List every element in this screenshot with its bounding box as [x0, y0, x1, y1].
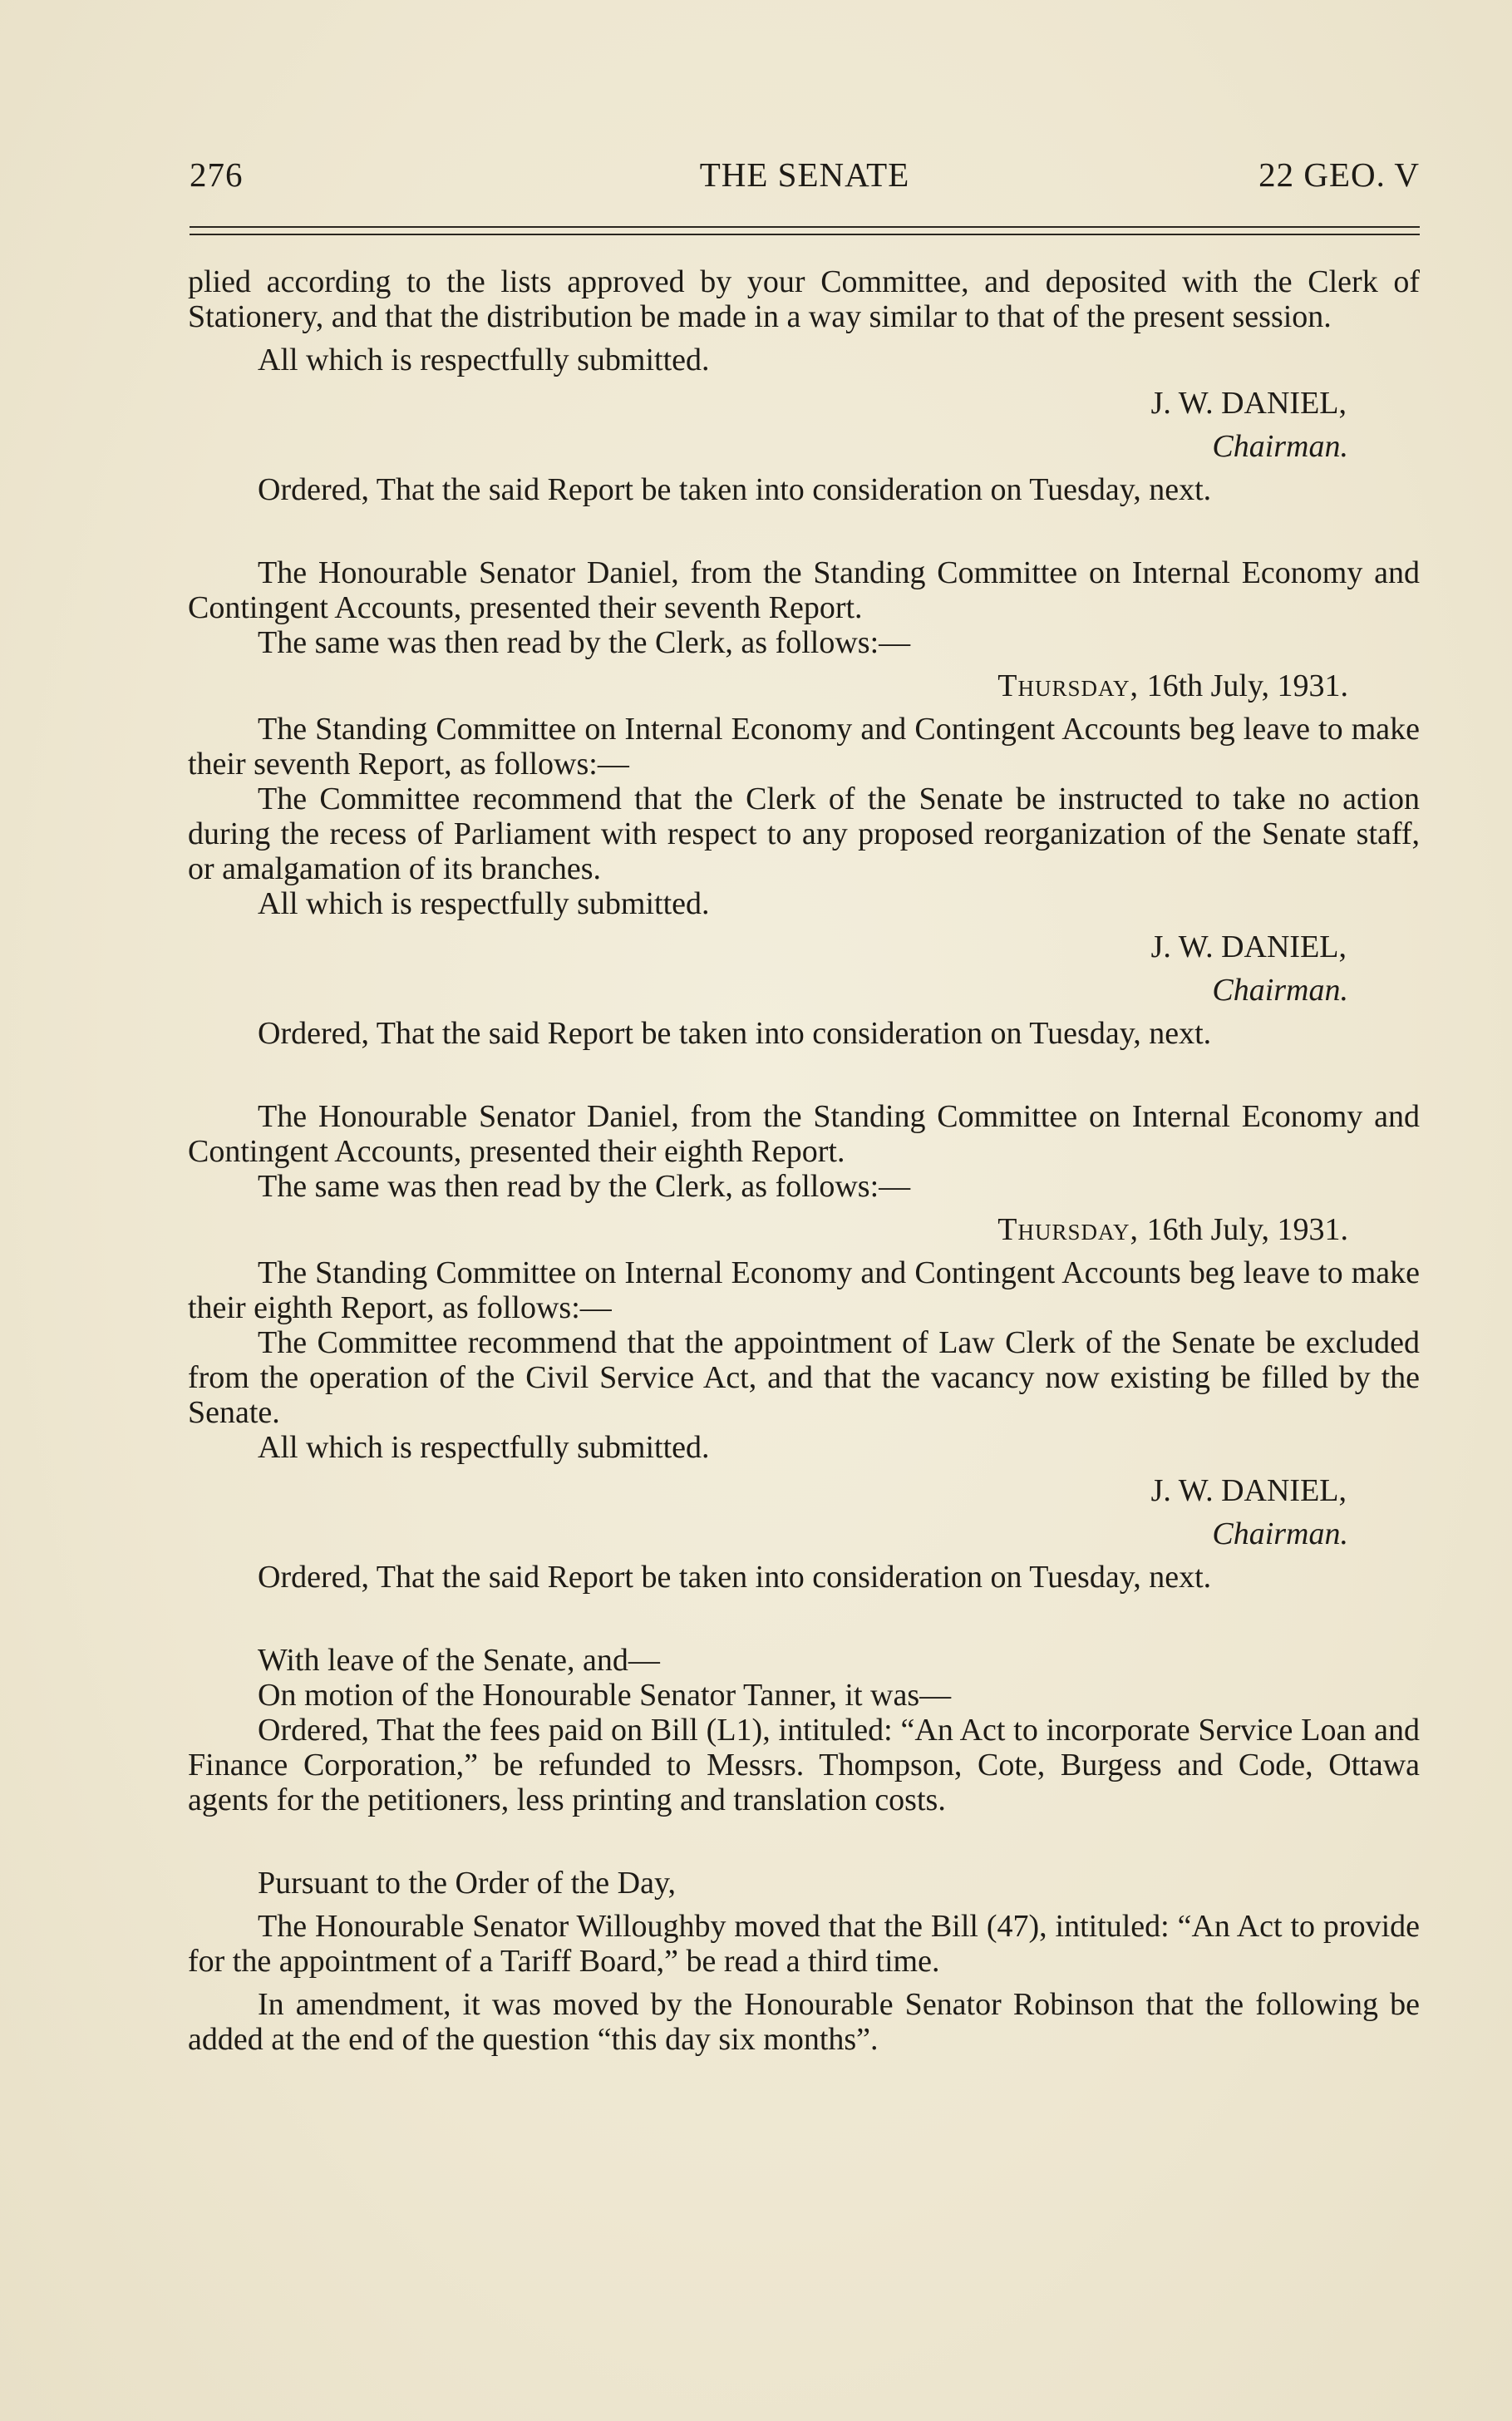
paragraph: Pursuant to the Order of the Day, [258, 1866, 677, 1901]
signature-name: J. W. DANIEL, [1150, 1473, 1347, 1508]
regnal-year: 22 GEO. V [1258, 155, 1420, 194]
page-number: 276 [190, 155, 244, 194]
report-date [188, 1212, 1420, 1247]
paragraph: In amendment, it was moved by the Honourable Senator Robinson that the following be added at the end of the question “this day six months”. [188, 1987, 1420, 2057]
paragraph: Ordered, That the said Report be taken into consideration on Tuesday, next. [258, 1016, 1212, 1051]
paragraph: The Committee recommend that the appointment of Law Clerk of the Senate be excluded from the operation of the Civil Service Act, and that the vacancy now existing be filled by the Senate. [188, 1325, 1420, 1430]
header-rule-top [190, 226, 1420, 228]
running-title: THE SENATE [699, 155, 910, 194]
paragraph: The Standing Committee on Internal Economy and Contingent Accounts beg leave to make their seventh Report, as follows:— [188, 712, 1420, 782]
signature-name: J. W. DANIEL, [1150, 929, 1347, 964]
paragraph: Ordered, That the said Report be taken into consideration on Tuesday, next. [258, 472, 1212, 507]
paragraph: The Honourable Senator Willoughby moved that the Bill (47), intituled: “An Act to provide for the appointment of a Tariff Board,” be read a third time. [188, 1909, 1420, 1979]
paragraph: The same was then read by the Clerk, as follows:— [258, 1169, 911, 1204]
running-header [190, 155, 1420, 205]
paragraph: The Honourable Senator Daniel, from the Standing Committee on Internal Economy and Contingent Accounts, presented their eighth Report. [188, 1099, 1420, 1169]
paragraph: With leave of the Senate, and— [258, 1643, 660, 1678]
paragraph: All which is respectfully submitted. [258, 886, 710, 921]
report-date [188, 668, 1420, 703]
paragraph: All which is respectfully submitted. [258, 343, 710, 377]
header-rule-bottom [190, 234, 1420, 235]
report-date-rest: 16th July, 1931. [1139, 1212, 1348, 1247]
report-date-day: Thursday, [997, 1212, 1140, 1247]
paragraph: The Honourable Senator Daniel, from the Standing Committee on Internal Economy and Contingent Accounts, presented their seventh Report. [188, 555, 1420, 625]
signature-title: Chairman. [1212, 1516, 1348, 1551]
paragraph: Ordered, That the fees paid on Bill (L1), intituled: “An Act to incorporate Service Loan and Finance Corporation,” be refunded to Messrs. Thompson, Cote, Burgess and Code, Ottawa agents for the petitioners, less printing and translation costs. [188, 1713, 1420, 1817]
report-date-day: Thursday, [997, 668, 1140, 703]
paragraph: The same was then read by the Clerk, as follows:— [258, 625, 911, 660]
paragraph: The Committee recommend that the Clerk of the Senate be instructed to take no action during the recess of Parliament with respect to any proposed reorganization of the Senate staff, or amalgamation of its branches. [188, 782, 1420, 886]
signature-name: J. W. DANIEL, [1150, 386, 1347, 421]
paragraph: On motion of the Honourable Senator Tanner, it was— [258, 1678, 952, 1713]
paragraph: plied according to the lists approved by your Committee, and deposited with the Clerk of Stationery, and that the distribution be made in a way similar to that of the present session. [188, 264, 1420, 334]
signature-title: Chairman. [1212, 973, 1348, 1008]
paragraph: All which is respectfully submitted. [258, 1430, 710, 1465]
paragraph: Ordered, That the said Report be taken into consideration on Tuesday, next. [258, 1560, 1212, 1595]
document-body [188, 264, 1420, 2057]
signature-title: Chairman. [1212, 429, 1348, 464]
report-date-rest: 16th July, 1931. [1139, 668, 1348, 703]
paragraph: The Standing Committee on Internal Economy and Contingent Accounts beg leave to make their eighth Report, as follows:— [188, 1255, 1420, 1325]
